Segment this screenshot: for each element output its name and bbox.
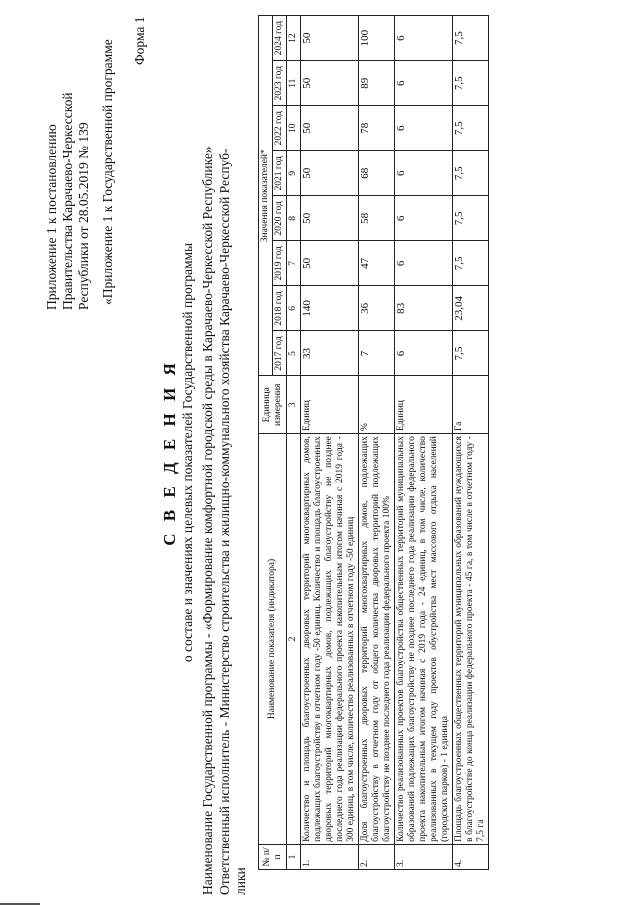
indicator-value: 58: [359, 196, 395, 241]
col-number: 12: [287, 16, 301, 61]
indicator-value: 7,5: [453, 16, 489, 61]
col-number: 1: [287, 844, 301, 869]
col-number: 3: [287, 376, 301, 434]
table-row: [395, 16, 453, 870]
indicator-unit: Га: [453, 376, 489, 434]
col-header-values: Значения показателей*: [259, 16, 273, 376]
document-title: С В Е Д Е Н И Я: [160, 359, 179, 546]
indicator-value: 7,5: [453, 331, 489, 376]
year-header: 2023 год: [273, 61, 287, 106]
indicator-value: 6: [395, 331, 453, 376]
program-appendix-note: «Приложение 1 к Государственной программе: [100, 39, 115, 305]
indicator-value: 6: [395, 106, 453, 151]
appendix-block: [44, 10, 92, 310]
appendix-line-2: Правительства Карачаево-Черкесской: [60, 92, 75, 310]
indicator-value: 83: [395, 286, 453, 331]
program-name-line: Наименование Государственной программы - «Формирование комфортной городской среды в Карачаево-Черкесской Республике»: [200, 146, 215, 895]
indicator-value: 6: [395, 151, 453, 196]
col-header-unit: Единица измерения: [259, 376, 287, 434]
col-number: 7: [287, 241, 301, 286]
executor-line: Ответственный исполнитель - Министерство строительства и жилищно-коммунального хозяйства Карачаево-Черкесской Респуб-: [217, 148, 232, 895]
table-row: [359, 16, 395, 870]
indicator-value: 68: [359, 151, 395, 196]
indicator-value: 50: [301, 16, 359, 61]
row-number: 4.: [453, 844, 489, 869]
col-number: 11: [287, 61, 301, 106]
indicator-value: 50: [301, 196, 359, 241]
indicator-name: Количество и площадь благоустроенных дворовых территорий многоквартирных домов, подлежащих благоустройству в отчетном году -50 единиц. Количество и площадь благоустроенных дворовых территорий многоквартирных домов, подлежащих благоустройству не позднее последнего года реализации федерального проекта накопительным итогом начиная с 2019 года - 300 единиц, в том числе, количество реализованных в отчетном году -50 единиц: [301, 434, 359, 845]
year-header: 2020 год: [273, 196, 287, 241]
table-row: [301, 16, 359, 870]
header-row-1: [259, 16, 273, 870]
indicator-unit: Единиц: [395, 376, 453, 434]
indicator-value: 89: [359, 61, 395, 106]
table-row: [453, 16, 489, 870]
document-subtitle: о составе и значениях целевых показателей Государственной программы: [180, 242, 195, 663]
indicator-value: 6: [395, 61, 453, 106]
col-number: 2: [287, 434, 301, 845]
row-number: 2.: [359, 844, 395, 869]
indicator-value: 36: [359, 286, 395, 331]
year-header: 2024 год: [273, 16, 287, 61]
indicator-value: 50: [301, 241, 359, 286]
col-number: 8: [287, 196, 301, 241]
indicator-value: 6: [395, 196, 453, 241]
indicator-value: 50: [301, 151, 359, 196]
indicator-unit: Единиц: [301, 376, 359, 434]
col-number: 6: [287, 286, 301, 331]
year-header: 2018 год: [273, 286, 287, 331]
appendix-line-3: Республики от 28.05.2019 № 139: [76, 122, 91, 310]
indicator-value: 7,5: [453, 196, 489, 241]
form-number: Форма 1: [132, 16, 147, 65]
executor-line-continued: лики: [233, 867, 248, 895]
indicator-value: 78: [359, 106, 395, 151]
indicator-value: 100: [359, 16, 395, 61]
col-header-num: № п/п: [259, 844, 287, 869]
year-header: 2017 год: [273, 331, 287, 376]
year-header: 2022 год: [273, 106, 287, 151]
indicator-value: 33: [301, 331, 359, 376]
indicator-value: 7,5: [453, 106, 489, 151]
indicator-value: 50: [301, 106, 359, 151]
indicator-value: 6: [395, 16, 453, 61]
col-number: 10: [287, 106, 301, 151]
year-header: 2019 год: [273, 241, 287, 286]
col-header-name: Наименование показателя (индикатора): [259, 434, 287, 845]
indicator-value: 140: [301, 286, 359, 331]
indicator-name: Количество реализованных проектов благоустройства общественных территорий муниципальных образований подлежащих благоустройству не позднее последнего года реализации федерального проекта накопительным итогом начиная с 2019 года - 24 единиц, в том числе, количество реализованных в текущем году проектов обустройства мест массового отдыха населений (городских парков) - 1 единица: [395, 434, 453, 845]
col-number: 5: [287, 331, 301, 376]
row-number: 1.: [301, 844, 359, 869]
indicator-value: 7,5: [453, 61, 489, 106]
indicator-value: 7: [359, 331, 395, 376]
indicator-name: Площадь благоустроенных общественных территорий муниципальных образований нуждающихся в благоустройстве до конца реализации федерального проекта - 45 га, в том числе в отчетном году - 7,5 га: [453, 434, 489, 845]
indicator-name: Доля благоустроенных дворовых территорий многоквартирных домов, подлежащих благоустройству в отчетном году от общего количества дворовых территорий подлежащих благоустройству не позднее последнего года реализации федерального проекта 100%: [359, 434, 395, 845]
col-number: 9: [287, 151, 301, 196]
indicator-value: 47: [359, 241, 395, 286]
indicator-value: 23,04: [453, 286, 489, 331]
indicator-unit: %: [359, 376, 395, 434]
indicator-value: 7,5: [453, 241, 489, 286]
indicator-value: 7,5: [453, 151, 489, 196]
indicator-value: 6: [395, 241, 453, 286]
header-row-col-numbers: [287, 16, 301, 870]
indicators-table: [258, 15, 489, 870]
indicator-value: 50: [301, 61, 359, 106]
year-header: 2021 год: [273, 151, 287, 196]
appendix-line-1: Приложение 1 к постановлению: [44, 124, 59, 310]
row-number: 3.: [395, 844, 453, 869]
